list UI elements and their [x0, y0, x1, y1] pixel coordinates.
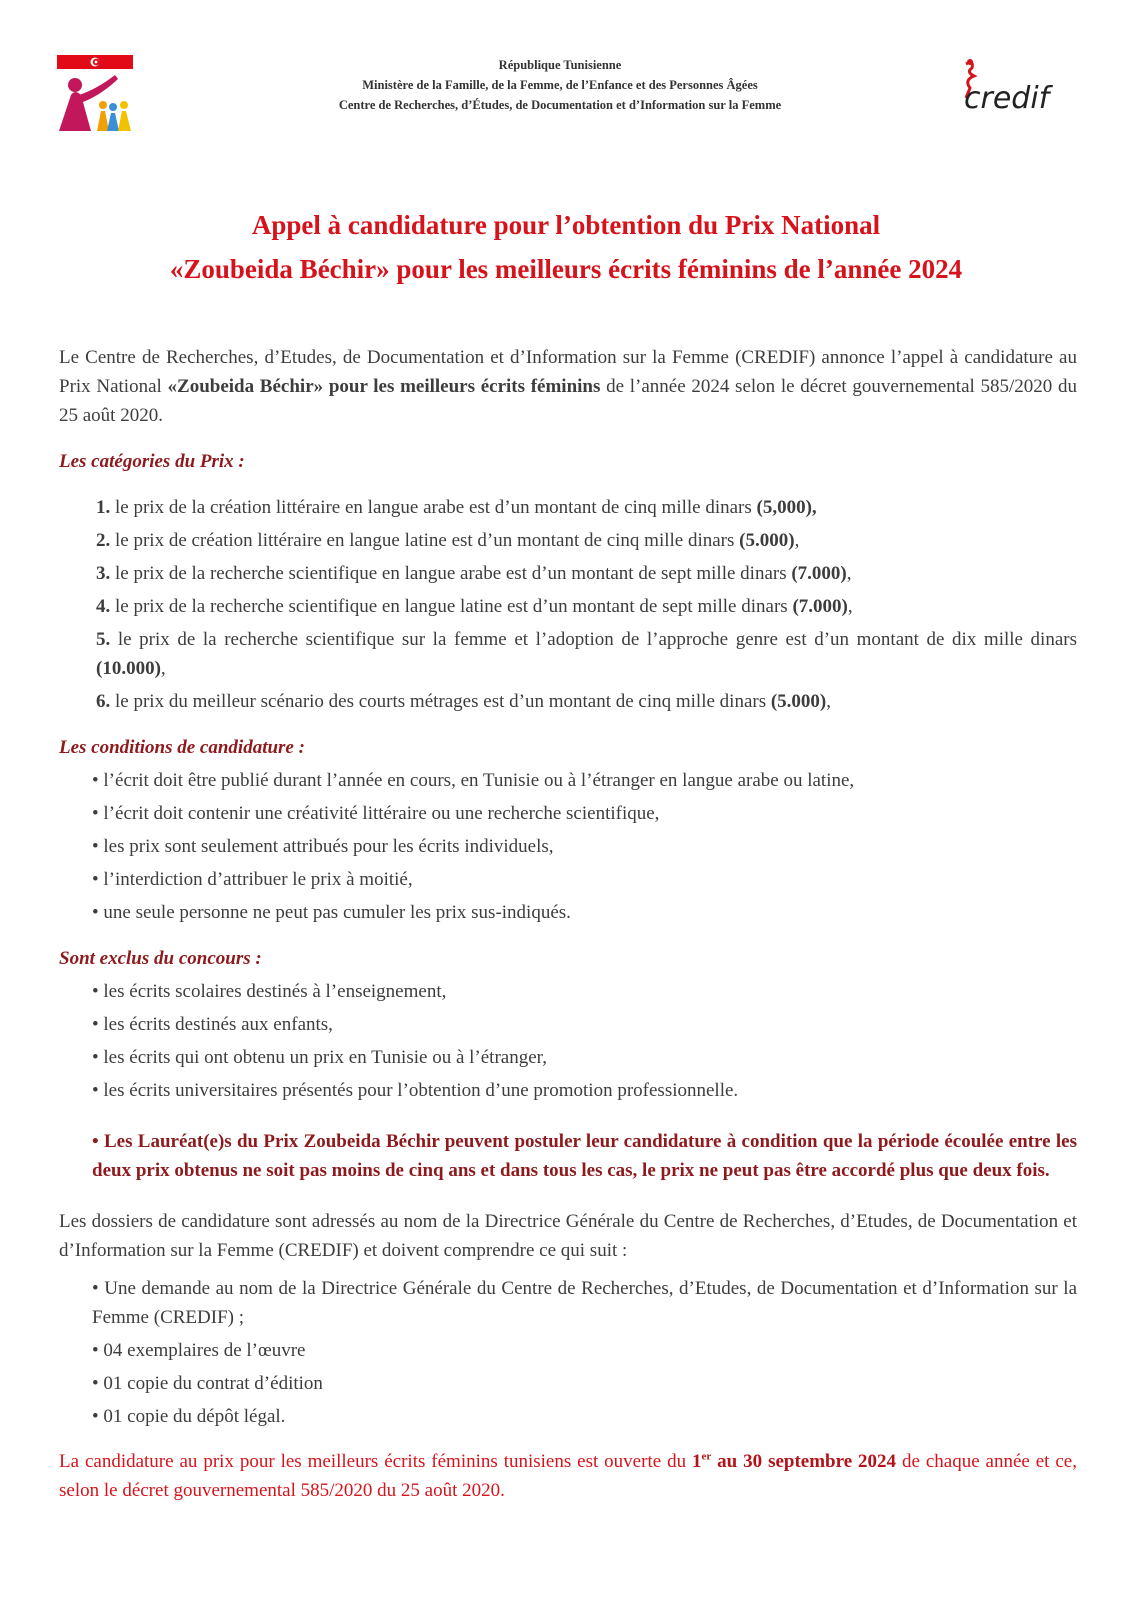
list-item: • l’interdiction d’attribuer le prix à moitié, [59, 865, 1077, 894]
item-text: le prix de la recherche scientifique en langue latine est d’un montant de sept mille dinars [110, 596, 793, 617]
header-center: Centre de Recherches, d’Études, de Documentation et d’Information sur la Femme [338, 98, 782, 112]
item-amount: (7.000) [792, 596, 848, 617]
intro-paragraph [59, 343, 1077, 430]
item-tail: , [794, 530, 800, 551]
item-text: le prix du meilleur scénario des courts métrages est d’un montant de cinq mille dinars [110, 691, 771, 712]
list-item: • l’écrit doit être publié durant l’année en cours, en Tunisie ou à l’étranger en langue arabe ou latine, [59, 766, 1077, 795]
item-number: 2. [96, 530, 111, 551]
exclusions-heading: Sont exclus du concours : [59, 948, 262, 969]
item-amount: (5.000) [739, 530, 795, 551]
list-item: • 04 exemplaires de l’œuvre [59, 1336, 1077, 1365]
item-text: le prix de la recherche scientifique sur la femme et l’adoption de l’approche genre est d’un montant de dix mille dinars [110, 629, 1077, 650]
closing-text-1: La candidature au prix pour les meilleurs écrits féminins tunisiens est ouverte du [59, 1451, 692, 1472]
intro-text-2: de l’année 2024 selon le décret gouvernemental 585/2020 du 25 août 2020. [59, 376, 1077, 426]
title-line-2: «Zoubeida Béchir» pour les meilleurs écrits féminins de l’année 2024 [169, 254, 963, 284]
closing-text-2: de chaque année et ce, selon le décret gouvernemental 585/2020 du 25 août 2020. [59, 1451, 1077, 1501]
list-item: • 01 copie du contrat d’édition [59, 1369, 1077, 1398]
intro-prize-name: «Zoubeida Béchir» pour les meilleurs écrits féminins [167, 376, 601, 397]
list-item: • les prix sont seulement attribués pour les écrits individuels, [59, 832, 1077, 861]
item-tail: , [160, 658, 166, 679]
list-item: • Une demande au nom de la Directrice Générale du Centre de Recherches, d’Etudes, de Documentation et d’Information sur la Femme (CREDIF) ; [59, 1274, 1077, 1332]
item-number: 4. [96, 596, 111, 617]
item-number: 6. [96, 691, 111, 712]
credif-logo [960, 58, 1080, 118]
list-item: • les écrits qui ont obtenu un prix en Tunisie ou à l’étranger, [59, 1043, 1077, 1072]
intro-text-1: Le Centre de Recherches, d’Etudes, de Documentation et d’Information sur la Femme (CREDIF) annonce l’appel à candidature au Prix National [59, 347, 1077, 397]
item-amount: (5,000), [756, 497, 817, 518]
closing-dates: au 30 septembre 2024 [711, 1451, 897, 1472]
header-block [300, 55, 820, 115]
item-tail: , [826, 691, 831, 712]
credif-logo-text: credif [964, 81, 1050, 116]
closing-day-suffix: er [701, 1450, 712, 1463]
item-number: 3. [96, 563, 111, 584]
list-item: • 01 copie du dépôt légal. [59, 1402, 1077, 1431]
item-tail: , [847, 596, 853, 617]
list-item [59, 559, 1077, 588]
closing-paragraph [59, 1447, 1077, 1505]
list-item: • une seule personne ne peut pas cumuler les prix sus-indiqués. [59, 898, 1077, 927]
document-body [59, 343, 1077, 1505]
item-text: le prix de la recherche scientifique en langue arabe est d’un montant de sept mille dinars [110, 563, 792, 584]
header-country: République Tunisienne [498, 58, 622, 72]
list-item: • les écrits scolaires destinés à l’enseignement, [59, 977, 1077, 1006]
list-item: • l’écrit doit contenir une créativité littéraire ou une recherche scientifique, [59, 799, 1077, 828]
page-title [60, 203, 1072, 291]
item-number: 1. [96, 497, 111, 518]
list-item: • les écrits destinés aux enfants, [59, 1010, 1077, 1039]
item-amount: (10.000) [96, 658, 161, 679]
conditions-list [59, 766, 1077, 927]
list-item [59, 526, 1077, 555]
list-item [59, 687, 1077, 716]
conditions-heading: Les conditions de candidature : [59, 737, 305, 758]
categories-list [59, 493, 1077, 716]
item-tail: , [846, 563, 852, 584]
dossiers-intro: Les dossiers de candidature sont adressés au nom de la Directrice Générale du Centre de Recherches, d’Etudes, de Documentation et d’Information sur la Femme (CREDIF) et doivent comprendre ce qui suit : [59, 1211, 1077, 1261]
item-amount: (5.000) [770, 691, 827, 712]
list-item [59, 625, 1077, 683]
list-item: • les écrits universitaires présentés pour l’obtention d’une promotion professionnelle. [59, 1076, 1077, 1105]
categories-heading: Les catégories du Prix : [59, 451, 245, 472]
item-number: 5. [96, 629, 111, 650]
exclusions-list [59, 977, 1077, 1105]
item-text: le prix de la création littéraire en langue arabe est d’un montant de cinq mille dinars [110, 497, 757, 518]
item-amount: (7.000) [791, 563, 847, 584]
closing-day: 1 [692, 1451, 702, 1472]
list-item [59, 592, 1077, 621]
item-text: le prix de création littéraire en langue latine est d’un montant de cinq mille dinars [110, 530, 740, 551]
dossiers-list [59, 1274, 1077, 1431]
ministry-logo [57, 55, 135, 133]
list-item [59, 493, 1077, 522]
title-line-1: Appel à candidature pour l’obtention du Prix National [251, 210, 881, 240]
header-ministry: Ministère de la Famille, de la Femme, de l’Enfance et des Personnes Âgées [362, 78, 758, 92]
laureates-notice: • Les Lauréat(e)s du Prix Zoubeida Béchir peuvent postuler leur candidature à condition que la période écoulée entre les deux prix obtenus ne soit pas moins de cinq ans et dans tous les cas, le prix ne peut pas être accordé plus que deux fois. [92, 1131, 1077, 1181]
